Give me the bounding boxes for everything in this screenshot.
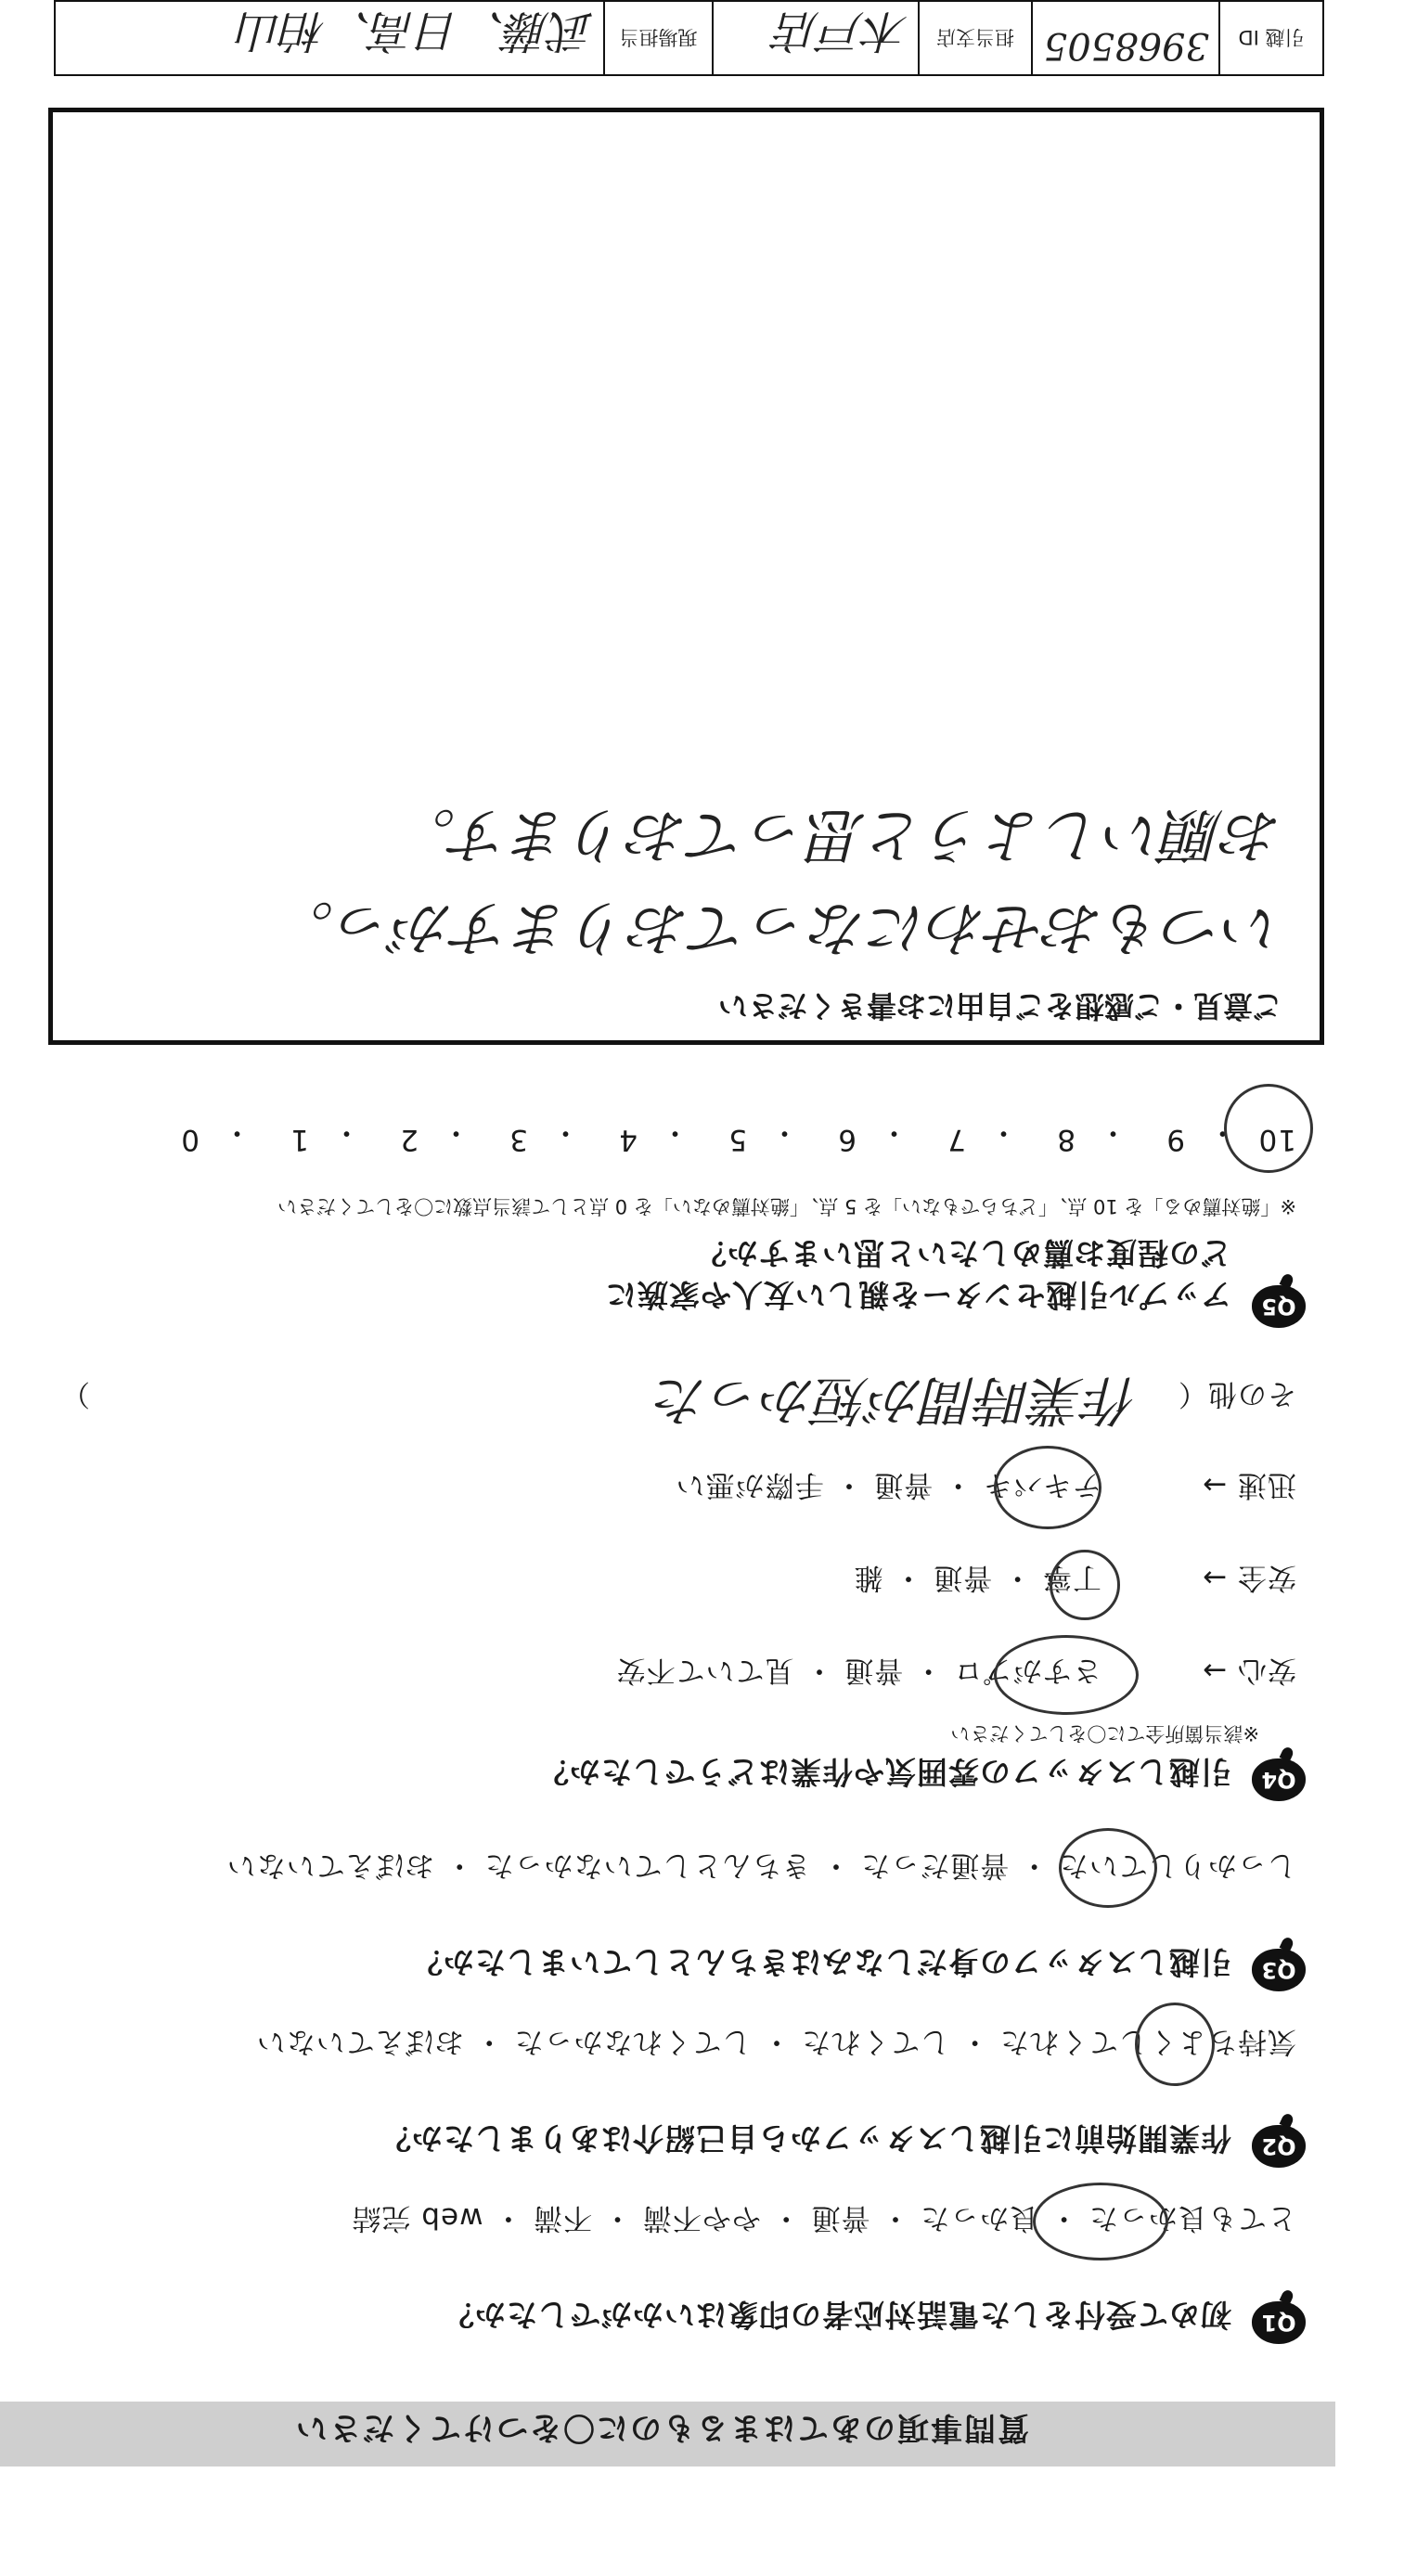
scale-dot: ・ [550, 1115, 580, 1149]
comment-title: ご意見・ご感想をご自由にお書きください [717, 988, 1282, 1024]
q5-badge: Q5 [1252, 1285, 1306, 1328]
q5-note: ※「絶対薦める」を 10 点、「どちらでもない」を 5 点、「絶対薦めない」を 0 点として該当点数に〇をしてください [277, 1195, 1296, 1217]
q4-note: ※該当箇所全てに〇をしてください [950, 1722, 1259, 1745]
q3-badge: Q3 [1252, 1949, 1306, 1991]
q5-question-line1: アップル引越センターを親しい友人や家族に [604, 1277, 1231, 1313]
q4-row-security-options: 丁寧 ・ 普通 ・ 雑 [853, 1561, 1101, 1594]
q2-question: 作業開始前に引越しスタッフから自己紹介はありましたか？ [380, 2120, 1231, 2157]
scale-dot: ・ [1207, 1115, 1237, 1149]
q2-badge: Q2 [1252, 2125, 1306, 2168]
q1-badge: Q1 [1252, 2301, 1306, 2344]
branch-label-cell: 担当支店 [918, 2, 1031, 74]
id-table [54, 0, 1324, 76]
id-value-cell [1031, 2, 1218, 74]
q2-options: 気持ちよくしてくれた ・ してくれた ・ してくれなかった ・ おぼえていない [255, 2025, 1296, 2058]
instruction-text: 質問事項のあてはまるものに〇をつけてください [294, 2409, 1029, 2446]
q4-question: 引越しスタッフの雰囲気や作業はどうでしたか？ [537, 1754, 1231, 1790]
q1-options: とても良かった ・ 良かった ・ 普通 ・ やや不満 ・ 不満 ・ web 完結 [351, 2201, 1296, 2235]
q4-other-label: その他（ [1178, 1377, 1296, 1410]
staff-value: 武藤、日高、柏山 [237, 5, 594, 57]
scale-5: 5 [728, 1123, 747, 1156]
scale-dot: ・ [1098, 1115, 1127, 1149]
id-label-cell: 引越 ID [1218, 2, 1322, 74]
q3-options: しっかりしていた ・ 普通だった ・ きちんとしていなかった ・ おぼえていない [225, 1848, 1296, 1882]
q4-row-safety-options: さすがプロ ・ 普通 ・ 見ていて不安 [615, 1654, 1101, 1687]
q4-row3-answer-circle [994, 1446, 1101, 1529]
scale-4: 4 [618, 1123, 638, 1156]
q4-row-speed-label: 迅速 → [1202, 1468, 1296, 1501]
comment-box [48, 108, 1324, 1045]
scale-dot: ・ [879, 1115, 908, 1149]
q5-scale [90, 1101, 1296, 1156]
q4-row-security-label: 安全 → [1202, 1561, 1296, 1594]
branch-value: 木戸店 [774, 5, 908, 57]
q3-question: 引越しスタッフの身だしなみはきちんとしていましたか？ [411, 1944, 1231, 1980]
scale-2: 2 [399, 1123, 419, 1156]
q1-question: 初めて受付をした電話対応者の印象はいかがでしたか？ [443, 2297, 1231, 2333]
scale-dot: ・ [441, 1115, 470, 1149]
q4-other-handwriting: 作業時間が短かった [653, 1369, 1139, 1432]
q4-badge: Q4 [1252, 1758, 1306, 1801]
q3-answer-circle [1059, 1828, 1157, 1908]
q5-question-line2: どの程度お薦めしたいと思いますか？ [695, 1235, 1231, 1271]
scale-6: 6 [837, 1123, 857, 1156]
scale-dot: ・ [988, 1115, 1018, 1149]
scale-1: 1 [290, 1123, 309, 1156]
q4-row-speed-options: テキパキ ・ 普通 ・ 手際が悪い [675, 1468, 1101, 1501]
scale-dot: ・ [660, 1115, 689, 1149]
scale-10: 10 [1257, 1123, 1296, 1156]
scale-7: 7 [947, 1123, 966, 1156]
scale-8: 8 [1056, 1123, 1076, 1156]
comment-line-2: お願いしようと思っております。 [396, 800, 1282, 869]
branch-value-cell [712, 2, 918, 74]
scale-0: 0 [180, 1123, 200, 1156]
q4-other-close: ） [60, 1377, 90, 1410]
scale-9: 9 [1166, 1123, 1185, 1156]
q4-row1-answer-circle [994, 1635, 1139, 1715]
id-value: 3968505 [1043, 24, 1209, 67]
q2-answer-circle [1135, 2003, 1215, 2086]
q1-answer-circle [1033, 2183, 1168, 2260]
scale-dot: ・ [769, 1115, 799, 1149]
instruction-band [0, 2402, 1335, 2467]
q4-row-safety-label: 安心 → [1202, 1654, 1296, 1687]
staff-label-cell: 現場担当 [603, 2, 712, 74]
q5-answer-circle [1224, 1084, 1313, 1173]
comment-line-1: いつもおせわになっておりますがっ。 [274, 893, 1282, 961]
scale-dot: ・ [222, 1115, 251, 1149]
scale-3: 3 [509, 1123, 528, 1156]
staff-value-cell [56, 2, 603, 74]
q4-row2-answer-circle [1050, 1550, 1120, 1620]
scale-dot: ・ [331, 1115, 361, 1149]
